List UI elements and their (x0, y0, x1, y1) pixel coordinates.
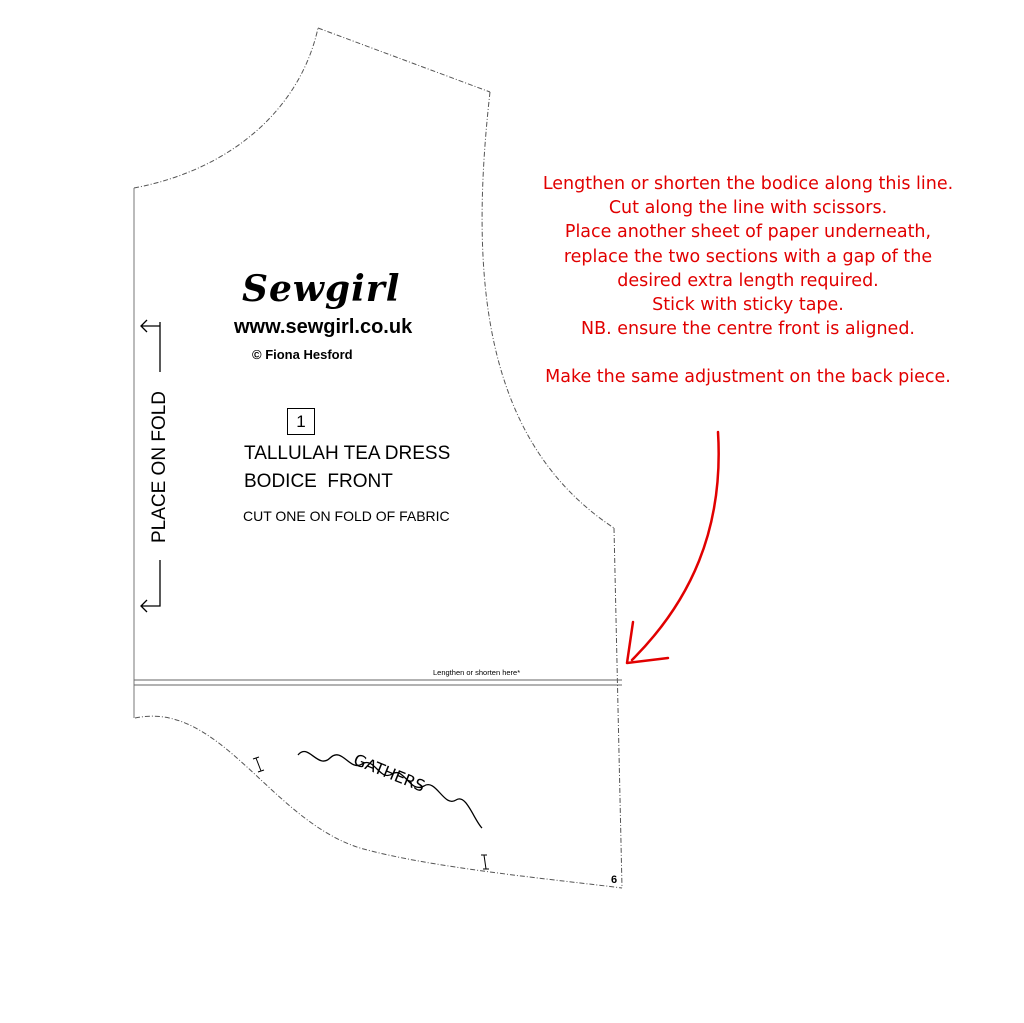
shoulder-edge (318, 28, 490, 92)
gather-notch-left (253, 757, 264, 772)
instruction-line: Stick with sticky tape. (652, 295, 844, 316)
instruction-line: replace the two sections with a gap of the (563, 246, 933, 267)
instruction-line: NB. ensure the centre front is aligned. (580, 319, 915, 340)
piece-number-box: 1 (287, 408, 315, 435)
fold-arrow-top (141, 320, 160, 372)
spacer (498, 341, 998, 365)
pattern-title: TALLULAH TEA DRESS (244, 443, 451, 464)
instruction-final-note: Make the same adjustment on the back piece. (545, 367, 951, 388)
place-on-fold-label: PLACE ON FOLD (149, 390, 170, 544)
side-seam-edge (614, 528, 622, 888)
instruction-line: Cut along the line with scissors. (608, 198, 888, 219)
red-arrow-curve (632, 432, 719, 660)
waist-edge (135, 716, 622, 888)
brand-logo: Sewgirl (242, 268, 401, 310)
instruction-line: Lengthen or shorten the bodice along this line. (542, 174, 954, 194)
fold-arrow-bottom (141, 560, 160, 612)
instruction-text-block (498, 172, 998, 390)
instruction-line: Place another sheet of paper underneath, (564, 222, 932, 243)
gather-notch-right (481, 855, 489, 869)
page-number: 6 (611, 874, 618, 886)
instruction-line: desired extra length required. (617, 270, 879, 291)
gathers-label: GATHERS (350, 750, 428, 796)
lengthen-line-label: Lengthen or shorten here* (433, 668, 521, 677)
website-url: www.sewgirl.co.uk (234, 316, 413, 338)
copyright-text: © Fiona Hesford (252, 347, 353, 362)
neckline-edge (134, 28, 318, 188)
cut-instruction: CUT ONE ON FOLD OF FABRIC (243, 508, 450, 524)
piece-name: BODICE FRONT (244, 471, 393, 492)
